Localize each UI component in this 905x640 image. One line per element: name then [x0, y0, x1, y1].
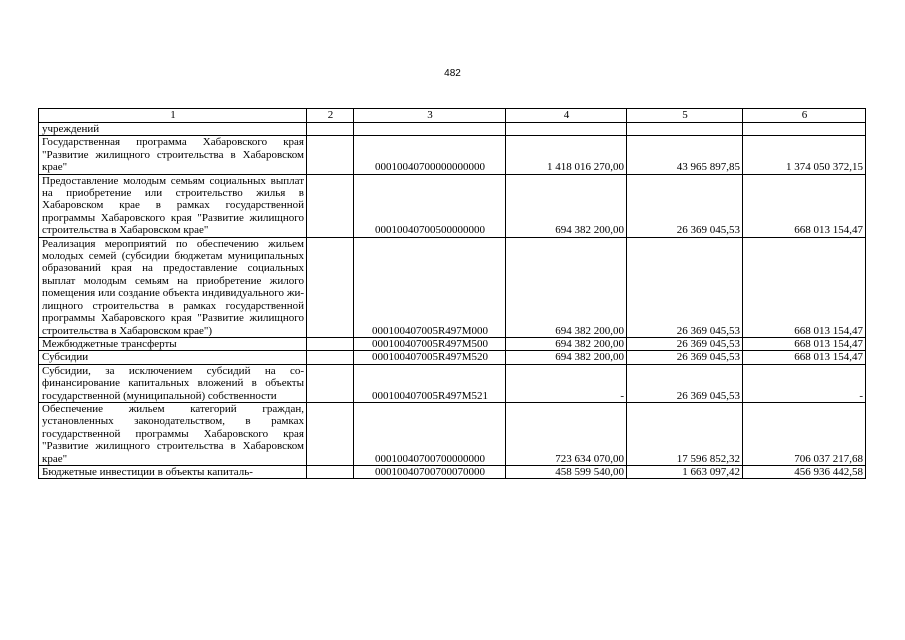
header-cell: 1 [39, 109, 307, 123]
page-number: 482 [444, 68, 461, 79]
row-col2 [307, 174, 354, 237]
row-value-6: 1 374 050 372,15 [743, 136, 866, 174]
row-value-4: 458 599 540,00 [506, 465, 627, 478]
row-value-5: 1 663 097,42 [627, 465, 743, 478]
row-value-4: 694 382 200,00 [506, 174, 627, 237]
row-value-4: 694 382 200,00 [506, 337, 627, 350]
table-row [39, 337, 866, 350]
row-value-4: - [506, 364, 627, 402]
row-code: 00010040700000000000 [354, 136, 506, 174]
table-row [39, 136, 866, 174]
row-code: 000100407005R497M521 [354, 364, 506, 402]
table-row [39, 351, 866, 364]
table-row [39, 465, 866, 478]
row-col2 [307, 465, 354, 478]
row-description: учреждений [39, 123, 307, 136]
row-value-6: - [743, 364, 866, 402]
row-value-4: 694 382 200,00 [506, 351, 627, 364]
row-value-6: 668 013 154,47 [743, 237, 866, 337]
row-value-6: 668 013 154,47 [743, 174, 866, 237]
table-row [39, 174, 866, 237]
row-code: 00010040700700000000 [354, 402, 506, 465]
row-code: 00010040700700070000 [354, 465, 506, 478]
header-cell: 6 [743, 109, 866, 123]
row-col2 [307, 136, 354, 174]
row-value-5 [627, 123, 743, 136]
table-header-row [39, 109, 866, 123]
row-code: 000100407005R497M520 [354, 351, 506, 364]
row-description: Государственная программа Хабаровского края "Развитие жилищного строительства в Хабаровском крае" [39, 136, 307, 174]
row-value-5: 26 369 045,53 [627, 351, 743, 364]
row-value-5: 26 369 045,53 [627, 237, 743, 337]
header-cell: 5 [627, 109, 743, 123]
budget-table [38, 108, 866, 479]
row-value-5: 26 369 045,53 [627, 337, 743, 350]
row-value-5: 26 369 045,53 [627, 174, 743, 237]
row-code: 000100407005R497M000 [354, 237, 506, 337]
row-value-4: 723 634 070,00 [506, 402, 627, 465]
header-cell: 3 [354, 109, 506, 123]
row-description: Реализация мероприятий по обеспечению жильем молодых семей (субсидии бюджетам муниципальных образований края на предоставление социальных выплат молодым семьям на приобретение жилого помещения или создание объекта индивидуального жилищного строительства в рамках государственной программы Хабаровского края "Развитие жилищного строительства в Хабаровском крае") [39, 237, 307, 337]
table-row [39, 402, 866, 465]
row-value-6: 668 013 154,47 [743, 337, 866, 350]
row-value-5: 17 596 852,32 [627, 402, 743, 465]
row-col2 [307, 351, 354, 364]
row-value-4 [506, 123, 627, 136]
header-cell: 4 [506, 109, 627, 123]
row-description: Субсидии, за исключением субсидий на софинансирование капитальных вложений в объекты государственной (муниципальной) собственности [39, 364, 307, 402]
row-code: 000100407005R497M500 [354, 337, 506, 350]
row-col2 [307, 364, 354, 402]
table-row [39, 237, 866, 337]
row-code [354, 123, 506, 136]
row-value-4: 1 418 016 270,00 [506, 136, 627, 174]
row-value-5: 26 369 045,53 [627, 364, 743, 402]
row-value-6: 456 936 442,58 [743, 465, 866, 478]
row-code: 00010040700500000000 [354, 174, 506, 237]
header-cell: 2 [307, 109, 354, 123]
row-description: Бюджетные инвестиции в объекты капиталь- [39, 465, 307, 478]
table-row [39, 123, 866, 136]
row-col2 [307, 402, 354, 465]
row-value-5: 43 965 897,85 [627, 136, 743, 174]
row-col2 [307, 237, 354, 337]
row-description: Предоставление молодым семьям социальных выплат на приобретение или строительство жилья в Хабаровском крае в рамках государственной программы Хабаровского края "Развитие жилищного строительства в Хабаровском крае" [39, 174, 307, 237]
row-description: Обеспечение жильем категорий граждан, установленных законодательством, в рамках государственной программы Хабаровского края "Развитие жилищного строительства в Хабаровском крае" [39, 402, 307, 465]
row-value-6 [743, 123, 866, 136]
row-col2 [307, 123, 354, 136]
row-value-6: 668 013 154,47 [743, 351, 866, 364]
table-row [39, 364, 866, 402]
row-description: Межбюджетные трансферты [39, 337, 307, 350]
row-description: Субсидии [39, 351, 307, 364]
row-value-4: 694 382 200,00 [506, 237, 627, 337]
row-col2 [307, 337, 354, 350]
row-value-6: 706 037 217,68 [743, 402, 866, 465]
